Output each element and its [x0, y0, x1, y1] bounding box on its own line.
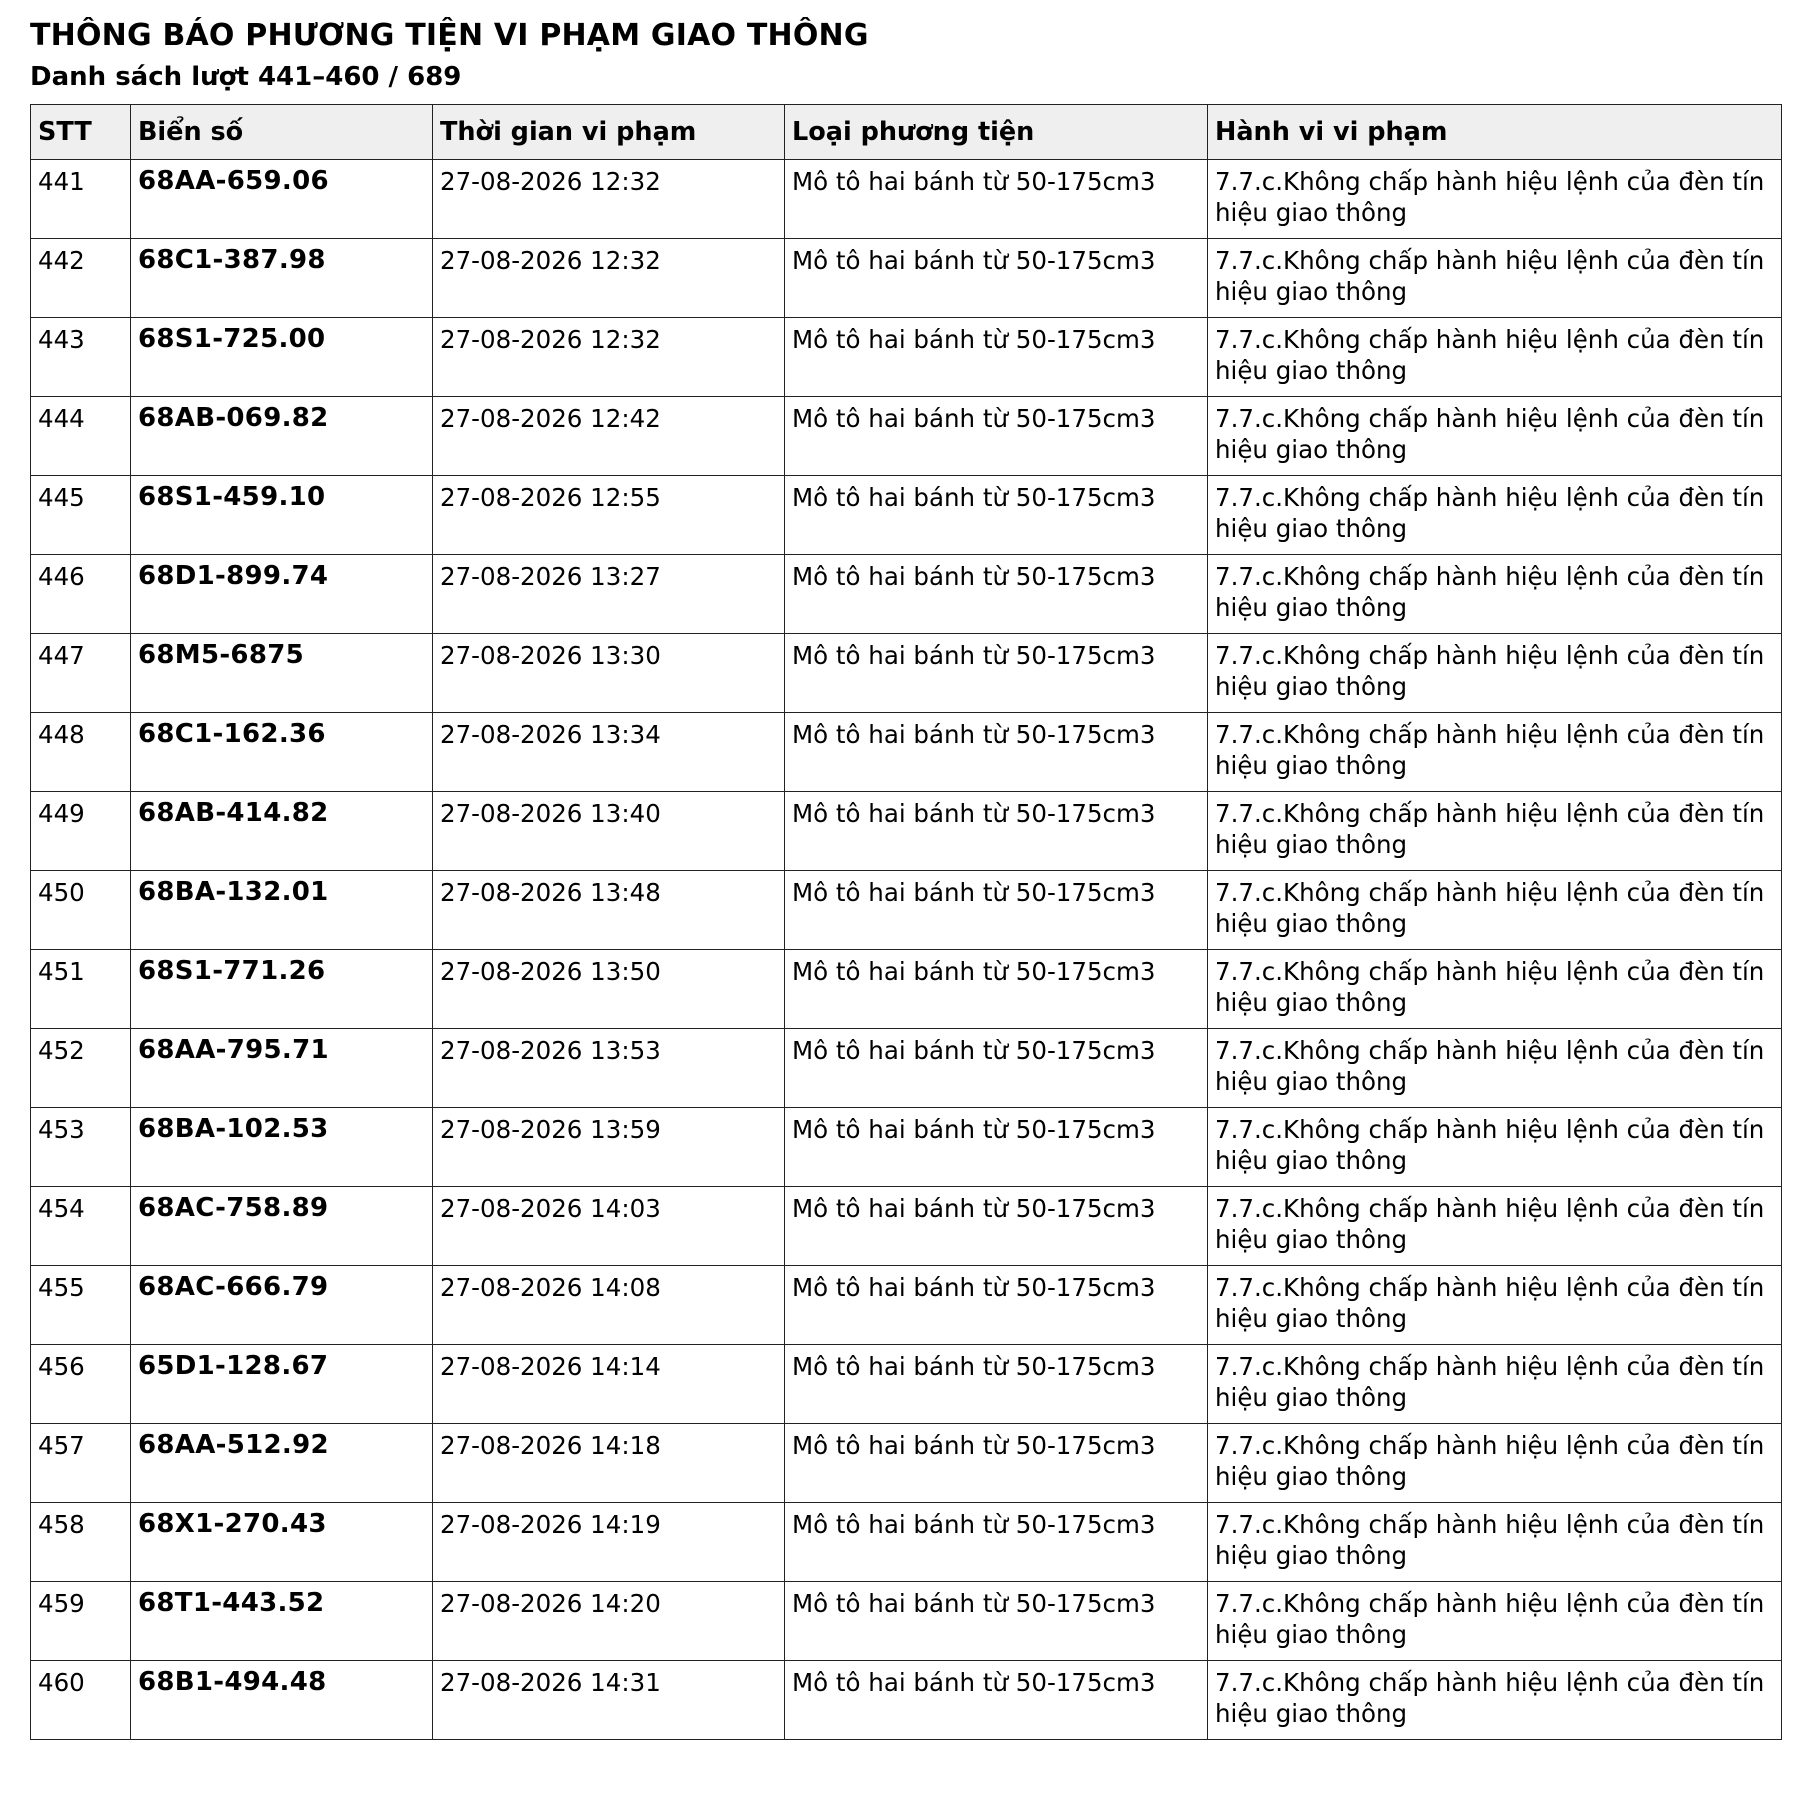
table-row [31, 476, 1782, 555]
cell-vehicle: Mô tô hai bánh từ 50-175cm3 [785, 318, 1208, 397]
cell-violation: 7.7.c.Không chấp hành hiệu lệnh của đèn tín hiệu giao thông [1208, 1187, 1782, 1266]
cell-violation: 7.7.c.Không chấp hành hiệu lệnh của đèn tín hiệu giao thông [1208, 1661, 1782, 1740]
cell-plate: 68AA-795.71 [131, 1029, 433, 1108]
cell-stt: 441 [31, 160, 131, 239]
cell-vehicle: Mô tô hai bánh từ 50-175cm3 [785, 1345, 1208, 1424]
cell-time: 27-08-2026 13:34 [433, 713, 785, 792]
cell-vehicle: Mô tô hai bánh từ 50-175cm3 [785, 634, 1208, 713]
cell-violation: 7.7.c.Không chấp hành hiệu lệnh của đèn tín hiệu giao thông [1208, 476, 1782, 555]
cell-violation: 7.7.c.Không chấp hành hiệu lệnh của đèn tín hiệu giao thông [1208, 950, 1782, 1029]
cell-time: 27-08-2026 14:19 [433, 1503, 785, 1582]
cell-vehicle: Mô tô hai bánh từ 50-175cm3 [785, 476, 1208, 555]
cell-violation: 7.7.c.Không chấp hành hiệu lệnh của đèn tín hiệu giao thông [1208, 1582, 1782, 1661]
cell-vehicle: Mô tô hai bánh từ 50-175cm3 [785, 950, 1208, 1029]
table-row [31, 1345, 1782, 1424]
table-row [31, 160, 1782, 239]
cell-stt: 450 [31, 871, 131, 950]
cell-time: 27-08-2026 14:31 [433, 1661, 785, 1740]
cell-vehicle: Mô tô hai bánh từ 50-175cm3 [785, 1108, 1208, 1187]
cell-stt: 447 [31, 634, 131, 713]
cell-vehicle: Mô tô hai bánh từ 50-175cm3 [785, 1661, 1208, 1740]
cell-plate: 65D1-128.67 [131, 1345, 433, 1424]
cell-plate: 68X1-270.43 [131, 1503, 433, 1582]
table-row [31, 397, 1782, 476]
table-row [31, 634, 1782, 713]
cell-time: 27-08-2026 12:32 [433, 318, 785, 397]
cell-violation: 7.7.c.Không chấp hành hiệu lệnh của đèn tín hiệu giao thông [1208, 634, 1782, 713]
cell-vehicle: Mô tô hai bánh từ 50-175cm3 [785, 1187, 1208, 1266]
table-row [31, 950, 1782, 1029]
cell-stt: 446 [31, 555, 131, 634]
cell-vehicle: Mô tô hai bánh từ 50-175cm3 [785, 1503, 1208, 1582]
cell-stt: 460 [31, 1661, 131, 1740]
cell-violation: 7.7.c.Không chấp hành hiệu lệnh của đèn tín hiệu giao thông [1208, 1424, 1782, 1503]
cell-plate: 68BA-132.01 [131, 871, 433, 950]
cell-plate: 68T1-443.52 [131, 1582, 433, 1661]
cell-violation: 7.7.c.Không chấp hành hiệu lệnh của đèn tín hiệu giao thông [1208, 1503, 1782, 1582]
cell-time: 27-08-2026 14:03 [433, 1187, 785, 1266]
cell-violation: 7.7.c.Không chấp hành hiệu lệnh của đèn tín hiệu giao thông [1208, 397, 1782, 476]
table-row [31, 1187, 1782, 1266]
cell-plate: 68AB-069.82 [131, 397, 433, 476]
cell-vehicle: Mô tô hai bánh từ 50-175cm3 [785, 1424, 1208, 1503]
column-header-violation: Hành vi vi phạm [1208, 105, 1782, 160]
cell-violation: 7.7.c.Không chấp hành hiệu lệnh của đèn tín hiệu giao thông [1208, 1345, 1782, 1424]
cell-plate: 68AA-512.92 [131, 1424, 433, 1503]
table-row [31, 239, 1782, 318]
cell-plate: 68BA-102.53 [131, 1108, 433, 1187]
cell-plate: 68C1-387.98 [131, 239, 433, 318]
cell-violation: 7.7.c.Không chấp hành hiệu lệnh của đèn tín hiệu giao thông [1208, 713, 1782, 792]
cell-stt: 456 [31, 1345, 131, 1424]
table-row [31, 318, 1782, 397]
cell-stt: 459 [31, 1582, 131, 1661]
cell-time: 27-08-2026 13:27 [433, 555, 785, 634]
table-row [31, 1582, 1782, 1661]
cell-violation: 7.7.c.Không chấp hành hiệu lệnh của đèn tín hiệu giao thông [1208, 792, 1782, 871]
cell-time: 27-08-2026 14:08 [433, 1266, 785, 1345]
cell-violation: 7.7.c.Không chấp hành hiệu lệnh của đèn tín hiệu giao thông [1208, 555, 1782, 634]
cell-violation: 7.7.c.Không chấp hành hiệu lệnh của đèn tín hiệu giao thông [1208, 160, 1782, 239]
column-header-time: Thời gian vi phạm [433, 105, 785, 160]
cell-stt: 454 [31, 1187, 131, 1266]
cell-plate: 68AB-414.82 [131, 792, 433, 871]
cell-time: 27-08-2026 12:55 [433, 476, 785, 555]
cell-time: 27-08-2026 12:32 [433, 239, 785, 318]
cell-stt: 445 [31, 476, 131, 555]
cell-stt: 452 [31, 1029, 131, 1108]
cell-vehicle: Mô tô hai bánh từ 50-175cm3 [785, 397, 1208, 476]
cell-plate: 68M5-6875 [131, 634, 433, 713]
table-body [31, 160, 1782, 1740]
table-header-row [31, 105, 1782, 160]
cell-violation: 7.7.c.Không chấp hành hiệu lệnh của đèn tín hiệu giao thông [1208, 318, 1782, 397]
cell-stt: 442 [31, 239, 131, 318]
cell-stt: 455 [31, 1266, 131, 1345]
cell-violation: 7.7.c.Không chấp hành hiệu lệnh của đèn tín hiệu giao thông [1208, 1108, 1782, 1187]
cell-time: 27-08-2026 14:18 [433, 1424, 785, 1503]
cell-plate: 68AC-758.89 [131, 1187, 433, 1266]
cell-violation: 7.7.c.Không chấp hành hiệu lệnh của đèn tín hiệu giao thông [1208, 1266, 1782, 1345]
table-row [31, 871, 1782, 950]
cell-vehicle: Mô tô hai bánh từ 50-175cm3 [785, 1582, 1208, 1661]
table-row [31, 555, 1782, 634]
cell-stt: 458 [31, 1503, 131, 1582]
table-row [31, 1266, 1782, 1345]
cell-time: 27-08-2026 13:48 [433, 871, 785, 950]
cell-plate: 68AC-666.79 [131, 1266, 433, 1345]
cell-vehicle: Mô tô hai bánh từ 50-175cm3 [785, 1266, 1208, 1345]
page-subtitle: Danh sách lượt 441–460 / 689 [30, 62, 462, 92]
table-row [31, 1503, 1782, 1582]
cell-violation: 7.7.c.Không chấp hành hiệu lệnh của đèn tín hiệu giao thông [1208, 239, 1782, 318]
cell-vehicle: Mô tô hai bánh từ 50-175cm3 [785, 555, 1208, 634]
column-header-vehicle: Loại phương tiện [785, 105, 1208, 160]
cell-plate: 68B1-494.48 [131, 1661, 433, 1740]
column-header-plate: Biển số [131, 105, 433, 160]
cell-vehicle: Mô tô hai bánh từ 50-175cm3 [785, 160, 1208, 239]
table-header [31, 105, 1782, 160]
cell-stt: 451 [31, 950, 131, 1029]
cell-plate: 68S1-459.10 [131, 476, 433, 555]
table-row [31, 792, 1782, 871]
page-title: THÔNG BÁO PHƯƠNG TIỆN VI PHẠM GIAO THÔNG [30, 18, 869, 53]
cell-vehicle: Mô tô hai bánh từ 50-175cm3 [785, 1029, 1208, 1108]
cell-time: 27-08-2026 14:14 [433, 1345, 785, 1424]
cell-stt: 449 [31, 792, 131, 871]
violations-table [30, 104, 1782, 1740]
cell-vehicle: Mô tô hai bánh từ 50-175cm3 [785, 792, 1208, 871]
cell-plate: 68D1-899.74 [131, 555, 433, 634]
cell-violation: 7.7.c.Không chấp hành hiệu lệnh của đèn tín hiệu giao thông [1208, 1029, 1782, 1108]
cell-time: 27-08-2026 13:30 [433, 634, 785, 713]
cell-time: 27-08-2026 13:40 [433, 792, 785, 871]
cell-stt: 457 [31, 1424, 131, 1503]
cell-plate: 68C1-162.36 [131, 713, 433, 792]
cell-stt: 444 [31, 397, 131, 476]
cell-vehicle: Mô tô hai bánh từ 50-175cm3 [785, 239, 1208, 318]
table-row [31, 1661, 1782, 1740]
cell-plate: 68S1-725.00 [131, 318, 433, 397]
cell-time: 27-08-2026 12:42 [433, 397, 785, 476]
table-row [31, 713, 1782, 792]
cell-plate: 68S1-771.26 [131, 950, 433, 1029]
cell-time: 27-08-2026 14:20 [433, 1582, 785, 1661]
cell-vehicle: Mô tô hai bánh từ 50-175cm3 [785, 713, 1208, 792]
cell-stt: 453 [31, 1108, 131, 1187]
table-row [31, 1424, 1782, 1503]
table-row [31, 1108, 1782, 1187]
cell-vehicle: Mô tô hai bánh từ 50-175cm3 [785, 871, 1208, 950]
cell-time: 27-08-2026 12:32 [433, 160, 785, 239]
cell-stt: 443 [31, 318, 131, 397]
column-header-stt: STT [31, 105, 131, 160]
cell-time: 27-08-2026 13:53 [433, 1029, 785, 1108]
cell-time: 27-08-2026 13:50 [433, 950, 785, 1029]
table-row [31, 1029, 1782, 1108]
cell-stt: 448 [31, 713, 131, 792]
cell-plate: 68AA-659.06 [131, 160, 433, 239]
cell-violation: 7.7.c.Không chấp hành hiệu lệnh của đèn tín hiệu giao thông [1208, 871, 1782, 950]
cell-time: 27-08-2026 13:59 [433, 1108, 785, 1187]
